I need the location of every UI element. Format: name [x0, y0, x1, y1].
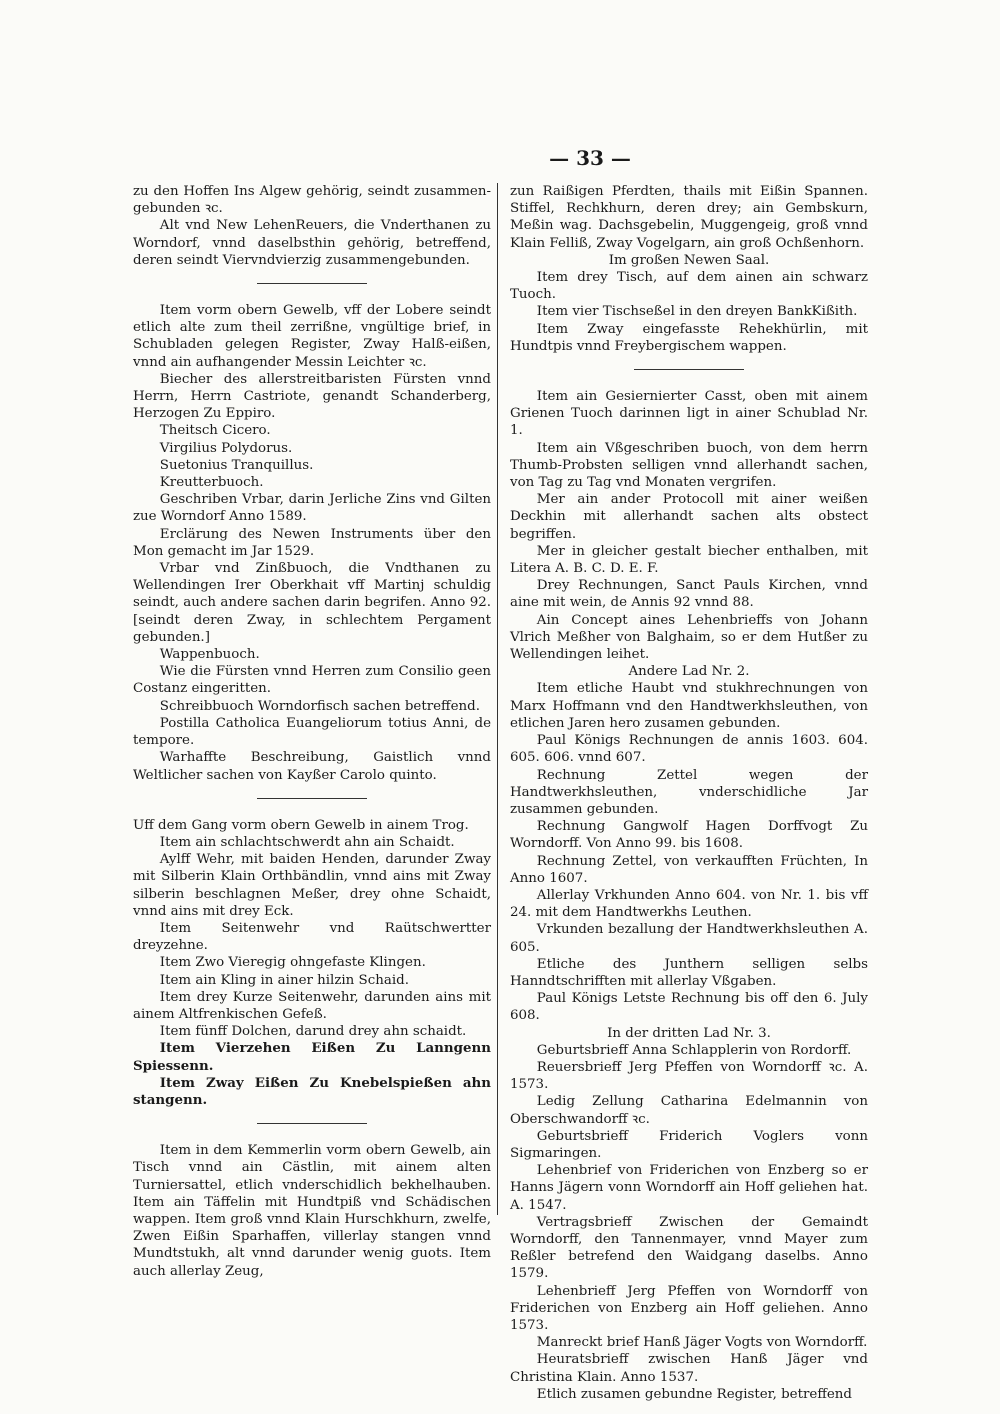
text-paragraph: Rechnung Gangwolf Hagen Dorffvogt Zu Worndorff. Von Anno 99. bis 1608.: [510, 819, 868, 852]
text-paragraph: Etliche des Junthern selligen selbs Hanndtschrifften mit allerlay Vßgaben.: [510, 956, 868, 989]
text-paragraph: Etlich zusamen gebundne Register, betreffend: [536, 1386, 852, 1402]
page-number: — 33 —: [549, 146, 631, 170]
text-paragraph: Im großen Newen Saal.: [608, 252, 770, 268]
text-paragraph: Item Zway eingefasste Rehekhürlin, mit Hundtpis vnnd Freybergischem wappen.: [510, 321, 868, 354]
section-separator: [634, 369, 744, 370]
text-paragraph: Paul Königs Rechnungen de annis 1603. 604. 605. 606. vnnd 607.: [510, 733, 868, 766]
text-paragraph: Theitsch Cicero.: [159, 423, 271, 439]
text-paragraph: zu den Hoffen Ins Algew gehörig, seindt zusammen-gebunden ꝛc.: [133, 184, 491, 217]
text-paragraph: Aylff Wehr, mit baiden Henden, darunder Zway mit Silberin Klain Orthbändlin, vnnd ains mit Zway silberin beschlagnen Meßer, drey ohne Schaidt, vnnd ains mit drey Eck.: [133, 852, 491, 919]
text-paragraph: Suetonius Tranquillus.: [159, 457, 314, 473]
text-paragraph: Rechnung Zettel, von verkaufften Früchten, In Anno 1607.: [510, 853, 868, 886]
text-paragraph: Item Zway Eißen Zu Knebelspießen ahn stangenn.: [133, 1074, 491, 1108]
text-paragraph: Lehenbrief von Friderichen von Enzberg so er Hanns Jägern vonn Worndorff ain Hoff geliehen hat. A. 1547.: [510, 1163, 868, 1213]
text-paragraph: Item fünff Dolchen, darund drey ahn schaidt.: [159, 1024, 467, 1040]
text-paragraph: Wie die Fürsten vnnd Herren zum Consilio geen Costanz eingeritten.: [133, 664, 491, 697]
text-paragraph: Lehenbrieff Jerg Pfeffen von Worndorff von Friderichen von Enzberg ain Hoff geliehen. Anno 1573.: [510, 1283, 868, 1333]
text-paragraph: Item drey Kurze Seitenwehr, darunden ains mit ainem Altfrenkischen Gefeß.: [133, 989, 491, 1022]
section-separator: [257, 798, 367, 799]
text-paragraph: Kreutterbuoch.: [159, 475, 264, 491]
text-paragraph: Item vorm obern Gewelb, vff der Lobere seindt etlich alte zum theil zerrißne, vngültige brief, in Schubladen gelegen Register, Zway Halß-eißen, vnnd ain aufhangender Messin Leichter ꝛc.: [133, 303, 491, 370]
text-paragraph: Reuersbrieff Jerg Pfeffen von Worndorff ꝛc. A. 1573.: [510, 1059, 868, 1093]
text-paragraph: Vrbar vnd Zinßbuoch, die Vndthanen zu Wellendingen Irer Oberkhait vff Martinj schuldig seindt, auch andere sachen darin begrifen. Anno 92. [seindt deren Zway, in schlechtem Pergament gebunden.]: [133, 561, 491, 645]
text-paragraph: Biecher des allerstreitbaristen Fürsten vnnd Herrn, Herrn Castriote, genandt Schanderberg, Herzogen Zu Eppiro.: [133, 371, 491, 422]
text-paragraph: Item ain Gesiernierter Casst, oben mit ainem Grienen Tuoch darinnen ligt in ainer Schublad Nr. 1.: [510, 389, 868, 439]
text-paragraph: Uff dem Gang vorm obern Gewelb in ainem Trog.: [133, 817, 469, 833]
text-paragraph: Andere Lad Nr. 2.: [628, 664, 750, 680]
text-paragraph: Rechnung Zettel wegen der Handtwerkhsleuthen, vnderschidliche Jar zusammen gebunden.: [510, 767, 868, 817]
text-paragraph: Item ain Vßgeschriben buoch, von dem herrn Thumb-Probsten selligen vnnd allerhandt sachen, von Tag zu Tag vnd Monaten vergrifen.: [510, 440, 868, 491]
text-paragraph: Allerlay Vrkhunden Anno 604. von Nr. 1. bis vff 24. mit dem Handtwerkhs Leuthen.: [510, 887, 868, 921]
text-paragraph: Manreckt brief Hanß Jäger Vogts von Worndorff.: [536, 1335, 868, 1351]
text-paragraph: Ledig Zellung Catharina Edelmannin von Oberschwandorff ꝛc.: [510, 1094, 868, 1127]
text-paragraph: Item Seitenwehr vnd Raütschwertter dreyzehne.: [133, 920, 491, 954]
text-paragraph: Schreibbuoch Worndorfisch sachen betreffend.: [159, 698, 480, 714]
text-paragraph: Warhaffte Beschreibung, Gaistlich vnnd Weltlicher sachen von Kayßer Carolo quinto.: [133, 750, 491, 783]
text-paragraph: Mer ain ander Protocoll mit ainer weißen Deckhin mit allerhandt sachen alts obstect begriffen.: [510, 492, 868, 542]
text-paragraph: Alt vnd New LehenReuers, die Vnderthanen zu Worndorf, vnnd daselbsthin gehörig, betreffend, deren seindt Viervndvierzig zusammengebunden.: [133, 218, 491, 268]
text-paragraph: Item drey Tisch, auf dem ainen ain schwarz Tuoch.: [510, 270, 868, 303]
text-paragraph: Drey Rechnungen, Sanct Pauls Kirchen, vnnd aine mit wein, de Annis 92 vnnd 88.: [510, 578, 868, 611]
text-paragraph: In der dritten Lad Nr. 3.: [607, 1025, 771, 1041]
text-paragraph: Item vier Tischseßel in den dreyen BankKißith.: [536, 304, 858, 320]
text-paragraph: Item Zwo Vieregig ohngefaste Klingen.: [159, 955, 426, 971]
text-paragraph: Wappenbuoch.: [159, 647, 260, 663]
text-paragraph: Item in dem Kemmerlin vorm obern Gewelb, ain Tisch vnnd ain Cästlin, mit ainem alten Turniersattel, etlich vnderschidlich bekhelhauben. Item ain Täffelin mit Hundtpiß vnd Schädischen wappen. Item groß vnnd Klain Hurschkhurn, zwelfe, Zwen Eißin Sparhaffen, villerlay stangen vnnd Mundtstukh, alt vnnd darunder wenig guots. Item auch allerlay Zeug,: [133, 1143, 491, 1279]
column-divider: [497, 183, 498, 1215]
text-paragraph: Vertragsbrieff Zwischen der Gemaindt Worndorff, den Tannenmayer, vnnd Mayer zum Reßler betrefend den Waidgang daselbs. Anno 1579.: [510, 1214, 868, 1282]
text-paragraph: Virgilius Polydorus.: [159, 440, 293, 456]
right-column: [510, 183, 868, 1403]
text-paragraph: Postilla Catholica Euangeliorum totius Anni, de tempore.: [133, 715, 491, 749]
text-paragraph: Mer in gleicher gestalt biecher enthalben, mit Litera A. B. C. D. E. F.: [510, 543, 868, 577]
text-paragraph: Item ain schlachtschwerdt ahn ain Schaidt.: [159, 834, 455, 850]
text-paragraph: Paul Königs Letste Rechnung bis off den 6. July 608.: [510, 991, 868, 1024]
text-paragraph: Heuratsbrieff zwischen Hanß Jäger vnd Christina Klain. Anno 1537.: [510, 1352, 868, 1385]
text-paragraph: Item ain Kling in ainer hilzin Schaid.: [159, 972, 409, 988]
text-paragraph: Erclärung des Newen Instruments über den Mon gemacht im Jar 1529.: [133, 526, 491, 559]
text-paragraph: Item etliche Haubt vnd stukhrechnungen von Marx Hoffmann vnd den Handtwerkhsleuthen, von etlichen Jaren hero zusamen gebunden.: [510, 681, 868, 731]
text-paragraph: Geburtsbrieff Anna Schlapplerin von Rordorff.: [536, 1042, 852, 1058]
text-paragraph: Geburtsbrieff Friderich Voglers vonn Sigmaringen.: [510, 1128, 868, 1161]
text-paragraph: Item Vierzehen Eißen Zu Lanngenn Spiessenn.: [133, 1040, 491, 1074]
section-separator: [257, 283, 367, 284]
text-paragraph: Ain Concept aines Lehenbrieffs von Johann Vlrich Meßher von Balghaim, so er dem Hutßer zu Wellendingen leihet.: [510, 612, 868, 663]
text-paragraph: Geschriben Vrbar, darin Jerliche Zins vnd Gilten zue Worndorf Anno 1589.: [133, 492, 491, 525]
text-paragraph: Vrkunden bezallung der Handtwerkhsleuthen A. 605.: [510, 922, 868, 955]
left-column: [133, 183, 491, 1280]
section-separator: [257, 1123, 367, 1124]
text-paragraph: zun Raißigen Pferdten, thails mit Eißin Spannen. Stiffel, Rechkhurn, deren drey; ain Gembskurn, Meßin wag. Dachsgebelin, Muggengeig, groß vnnd Klain Felliß, Zway Vogelgarn, ain groß Ochßenhorn.: [510, 184, 868, 251]
